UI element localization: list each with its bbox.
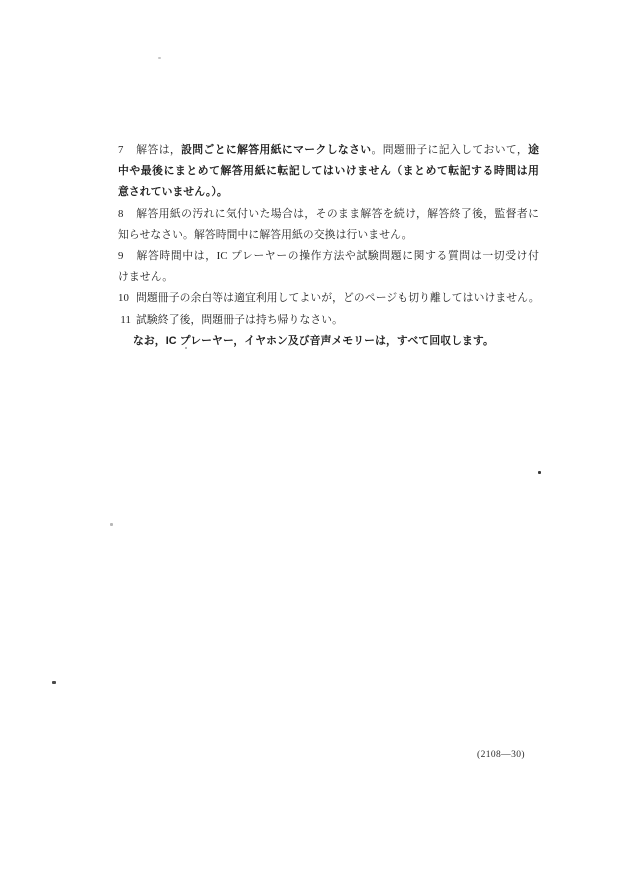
text-line — [118, 161, 539, 182]
instruction-item — [118, 204, 539, 246]
instruction-item — [118, 310, 539, 331]
text-segment: 問題冊子の余白等は適宜利用してよいが，どのページも切り離してはいけません。 — [136, 292, 540, 305]
text-segment: なお，IC プレーヤー，イヤホン及び音声メモリーは，すべて回収します。 — [133, 334, 494, 347]
text-line — [118, 267, 539, 288]
text-segment: 解答は， — [136, 144, 182, 156]
note-paragraph — [118, 331, 539, 352]
text-segment: 解答用紙の汚れに気付いた場合は，そのまま解答を続け，解答終了後，監督者に — [136, 207, 539, 220]
text-segment: 試験終了後，問題冊子は持ち帰りなさい。 — [136, 313, 344, 326]
text-line — [118, 204, 539, 225]
text-segment: 意されていません。）。 — [118, 186, 228, 199]
text-segment: 解答時間中は，IC プレーヤーの操作方法や試験問題に関する質問は一切受け付 — [136, 250, 539, 263]
scan-speck — [110, 523, 113, 526]
form-code: (2108—30) — [477, 750, 525, 760]
item-number: 11 — [120, 313, 131, 326]
text-segment: 設問ごとに解答用紙にマークしなさい — [181, 144, 372, 156]
scan-speck — [52, 681, 56, 684]
item-number: 10 — [118, 292, 129, 305]
instruction-item — [118, 246, 539, 288]
text-line — [118, 246, 539, 267]
text-line — [118, 288, 539, 309]
text-line — [118, 225, 539, 246]
text-segment: 。問題冊子に記入しておいて， — [371, 144, 529, 156]
text-segment: けません。 — [118, 271, 174, 284]
text-line — [118, 310, 539, 331]
scan-speck — [185, 347, 187, 349]
scan-speck — [158, 57, 161, 59]
text-line — [118, 182, 539, 203]
text-line — [118, 331, 539, 352]
instruction-item — [118, 288, 539, 309]
item-number: 8 — [118, 207, 124, 220]
text-segment: 知らせなさい。解答時間中に解答用紙の交換は行いません。 — [118, 228, 413, 241]
text-segment: 中や最後にまとめて解答用紙に転記してはいけません（まとめて転記する時間は用 — [118, 165, 539, 178]
text-segment: 途 — [528, 144, 540, 156]
instruction-list — [118, 140, 539, 352]
item-number: 7 — [118, 144, 124, 156]
instruction-item — [118, 140, 539, 204]
text-line — [118, 140, 539, 161]
scan-speck — [538, 471, 541, 474]
item-number: 9 — [118, 250, 124, 263]
